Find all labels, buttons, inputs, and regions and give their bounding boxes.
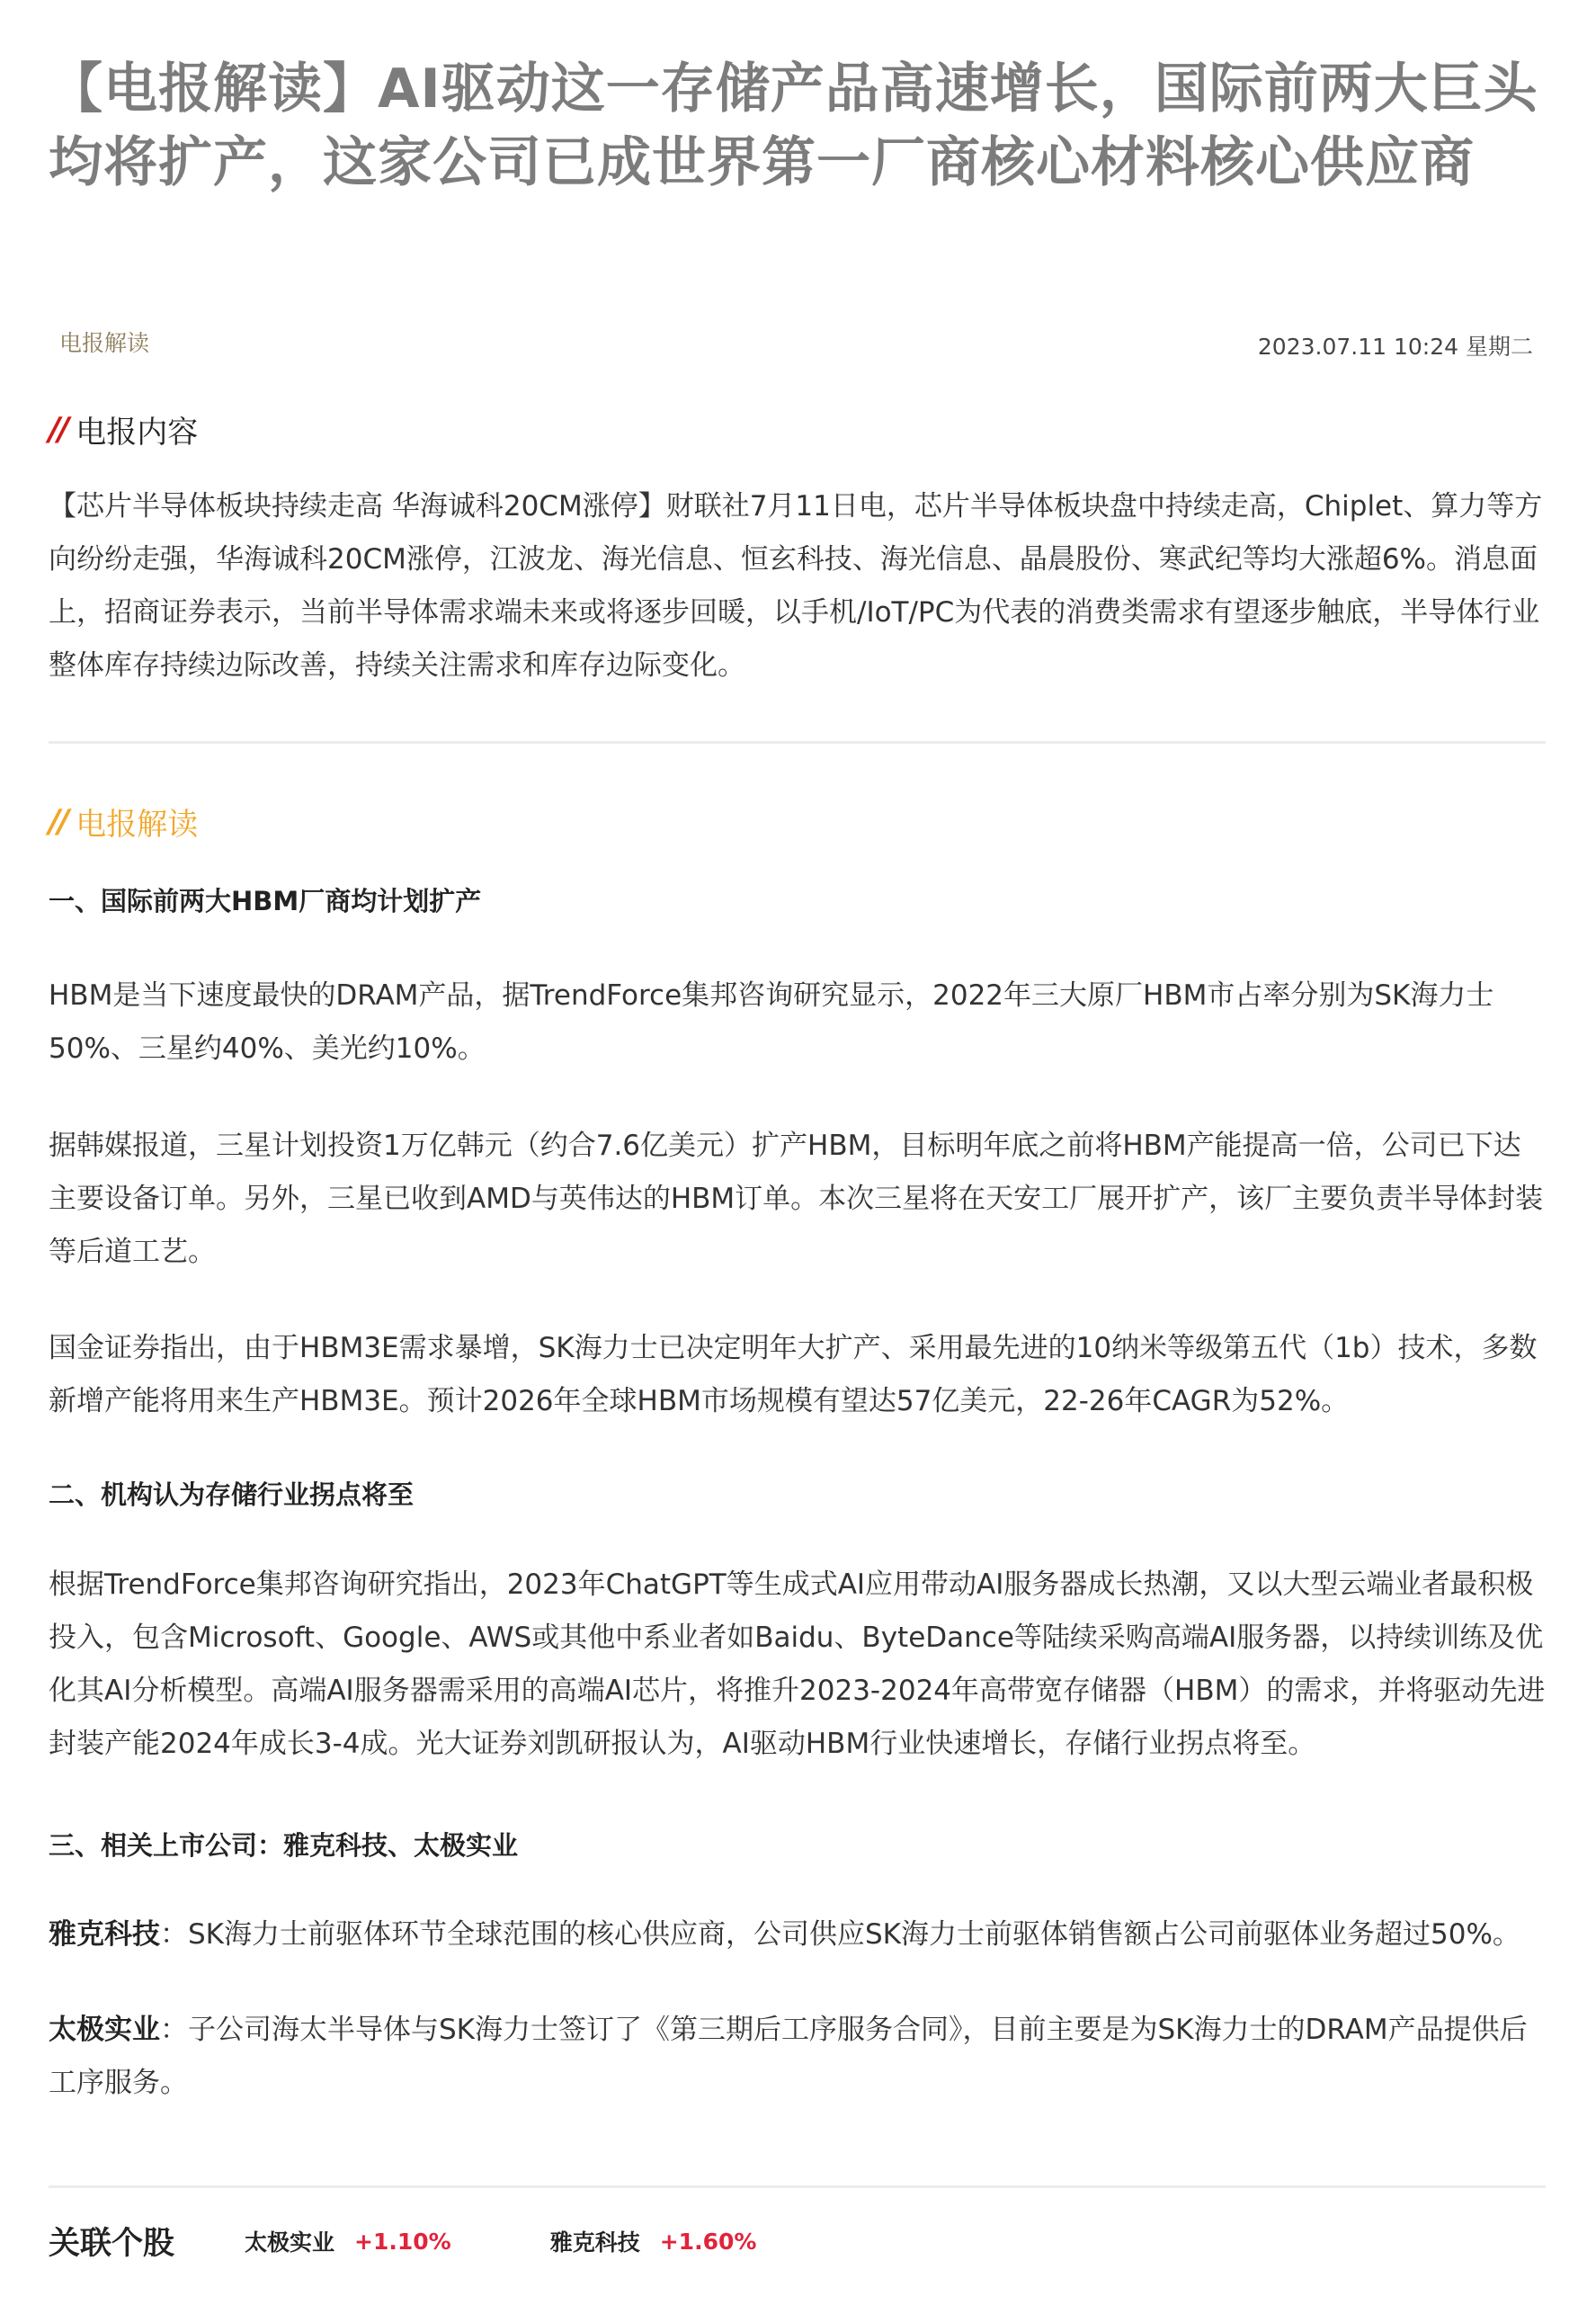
- stock-name: 太极实业: [245, 2229, 335, 2256]
- article-meta: [49, 326, 1546, 362]
- company-desc-taiji: ：子公司海太半导体与SK海力士签订了《第三期后工序服务合同》，目前主要是为SK海力士的DRAM产品提供后工序服务。: [49, 2014, 1528, 2099]
- section-divider: [49, 741, 1546, 744]
- article-page: [49, 0, 1546, 2262]
- stocks-divider: [49, 2185, 1546, 2188]
- interp-section-title: 电报解读: [76, 806, 199, 843]
- article-headline: 【电报解读】AI驱动这一存储产品高速增长，国际前两大巨头均将扩产，这家公司已成世界第一厂商核心材料核心供应商: [49, 58, 1538, 194]
- publish-timestamp: 2023.07.11 10:24 星期二: [1257, 334, 1533, 360]
- stock-change: +1.60%: [659, 2228, 757, 2255]
- content-section-header: [49, 407, 198, 451]
- stock-name: 雅克科技: [549, 2229, 640, 2256]
- subheading-2: 二、机构认为存储行业拐点将至: [49, 1479, 415, 1510]
- category-tag[interactable]: 电报解读: [59, 330, 150, 356]
- paragraph-4: 根据TrendForce集邦咨询研究指出，2023年ChatGPT等生成式AI应用带动AI服务器成长热潮，又以大型云端业者最积极投入，包含Microsoft、Google、AWS或其他中系业者如Baidu、ByteDance等陆续采购高端AI服务器，以持续训练及优化其AI分析模型。高端AI服务器需采用的高端AI芯片，将推升2023-2024年高带宽存储器（HBM）的需求，并将驱动先进封装产能2024年成长3-4成。光大证券刘凯研报认为，AI驱动HBM行业快速增长，存储行业拐点将至。: [49, 1568, 1546, 1760]
- interp-section-header: [49, 799, 198, 844]
- paragraph-5: [49, 1908, 1546, 1961]
- paragraph-1: HBM是当下速度最快的DRAM产品，据TrendForce集邦咨询研究显示，2022年三大原厂HBM市占率分别为SK海力士50%、三星约40%、美光约10%。: [49, 979, 1494, 1065]
- subheading-3: 三、相关上市公司：雅克科技、太极实业: [49, 1830, 519, 1861]
- double-slash-icon: //: [49, 410, 67, 448]
- paragraph-2: 据韩媒报道，三星计划投资1万亿韩元（约合7.6亿美元）扩产HBM，目标明年底之前将HBM产能提高一倍，公司已下达主要设备订单。另外，三星已收到AMD与英伟达的HBM订单。本次三星将在天安工厂展开扩产，该厂主要负责半导体封装等后道工艺。: [49, 1130, 1544, 1268]
- content-section-title: 电报内容: [76, 414, 199, 451]
- company-name-taiji: 太极实业: [49, 2014, 160, 2046]
- paragraph-6: [49, 2004, 1546, 2110]
- stock-change: +1.10%: [354, 2228, 451, 2255]
- content-body: 【芯片半导体板块持续走高 华海诚科20CM涨停】财联社7月11日电，芯片半导体板块盘中持续走高，Chiplet、算力等方向纷纷走强，华海诚科20CM涨停，江波龙、海光信息、恒玄科技、海光信息、晶晨股份、寒武纪等均大涨超6%。消息面上，招商证券表示，当前半导体需求端未来或将逐步回暖，以手机/IoT/PC为代表的消费类需求有望逐步触底，半导体行业整体库存持续边际改善，持续关注需求和库存边际变化。: [49, 490, 1543, 682]
- paragraph-3: 国金证券指出，由于HBM3E需求暴增，SK海力士已决定明年大扩产、采用最先进的10纳米等级第五代（1b）技术，多数新增产能将用来生产HBM3E。预计2026年全球HBM市场规模有望达57亿美元，22-26年CAGR为52%。: [49, 1332, 1538, 1417]
- company-name-yake: 雅克科技: [49, 1918, 160, 1951]
- company-desc-yake: ：SK海力士前驱体环节全球范围的核心供应商，公司供应SK海力士前驱体销售额占公司前驱体业务超过50%。: [160, 1918, 1520, 1951]
- subheading-1: 一、国际前两大HBM厂商均计划扩产: [49, 886, 482, 916]
- stock-chip-taiji[interactable]: [245, 2225, 451, 2257]
- stock-chip-yake[interactable]: [550, 2225, 757, 2257]
- double-slash-icon: //: [49, 802, 67, 840]
- related-stocks-title: 关联个股: [49, 2226, 175, 2262]
- related-stocks-bar: [49, 2214, 1546, 2268]
